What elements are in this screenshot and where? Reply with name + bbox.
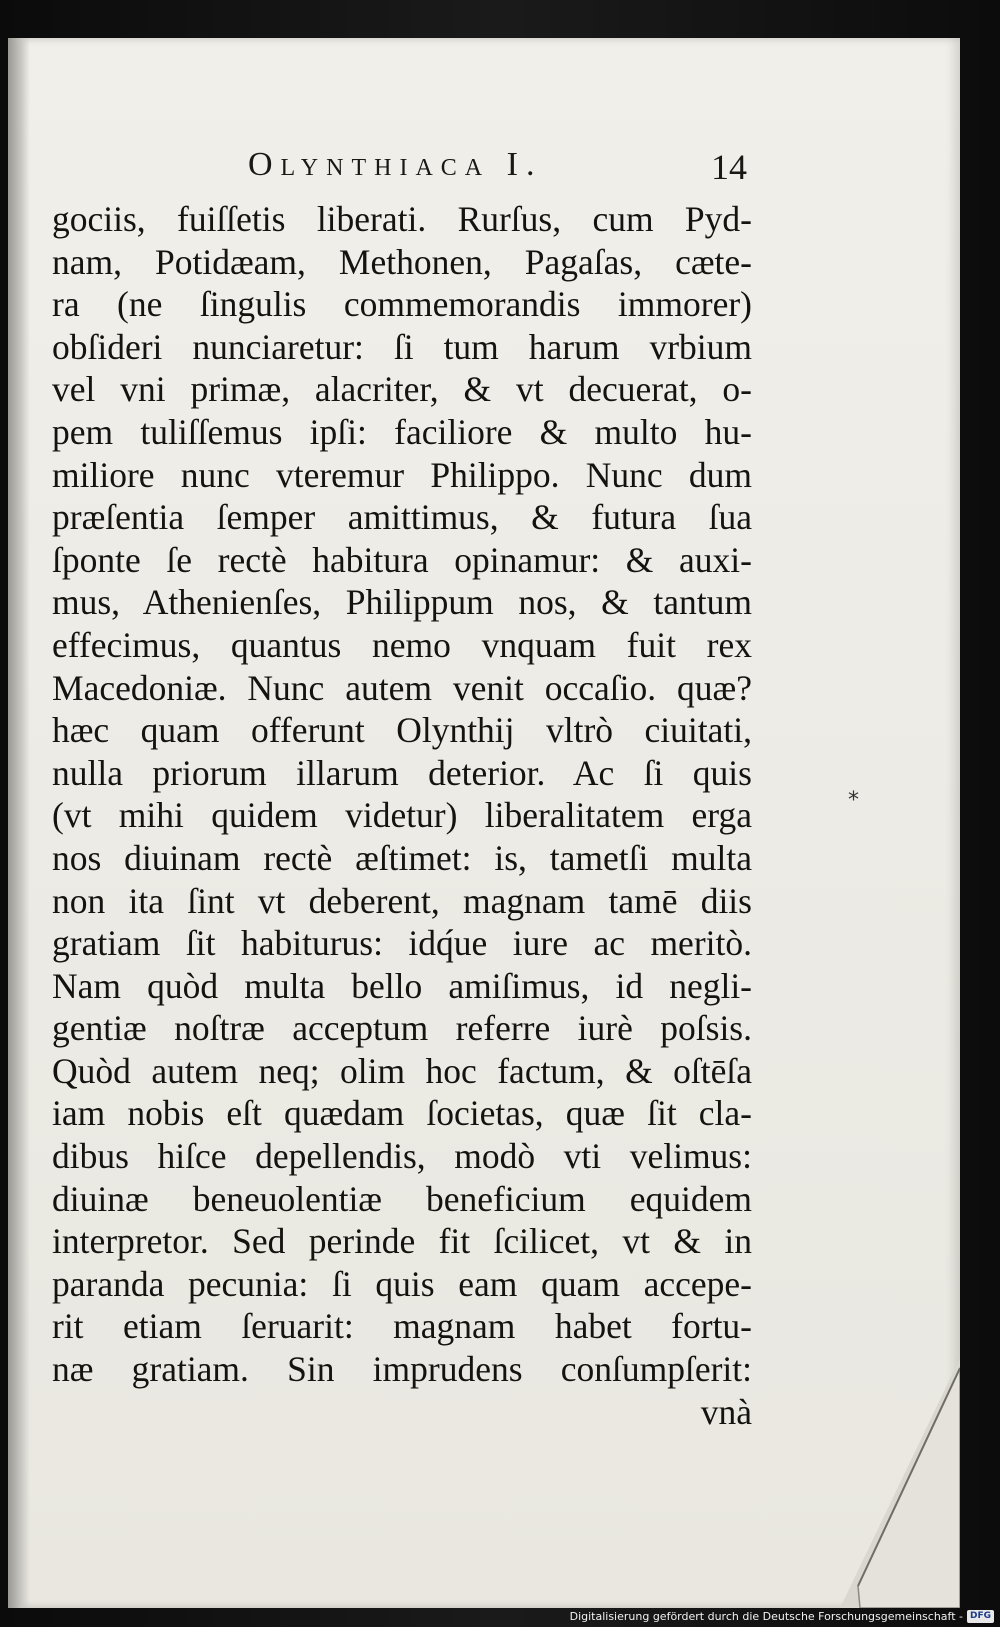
text-line: effecimus, quantus nemo vnquam fuit rex xyxy=(52,624,752,665)
margin-asterisk-mark: * xyxy=(848,788,859,813)
page-gutter-shadow xyxy=(8,38,30,1608)
text-line: paranda pecunia: ſi quis eam quam accepe- xyxy=(52,1263,752,1304)
text-line: nos diuinam rectè æſtimet: is, tametſi multa xyxy=(52,837,752,878)
catchword: vnà xyxy=(700,1391,752,1432)
text-line: rit etiam ſeruarit: magnam habet fortu- xyxy=(52,1306,752,1347)
book-page xyxy=(8,38,960,1608)
text-line: vel vni primæ, alacriter, & vt decuerat, o- xyxy=(52,369,752,410)
text-line: mus, Athenienſes, Philippum nos, & tantum xyxy=(52,582,752,623)
text-line: Quòd autem neq; olim hoc factum, & oſtēſa xyxy=(52,1050,752,1091)
text-line: iam nobis eſt quædam ſocietas, quæ ſit cla- xyxy=(52,1093,752,1134)
text-line: ra (ne ſingulis commemorandis immorer) xyxy=(52,284,752,325)
page-number: 14 xyxy=(711,147,747,187)
body-text xyxy=(52,198,752,1433)
text-line: non ita ſint vt deberent, magnam tamē diis xyxy=(52,880,752,921)
text-line: nulla priorum illarum deterior. Ac ſi quis xyxy=(52,752,752,793)
text-line: (vt mihi quidem videtur) liberalitatem erga xyxy=(52,795,752,836)
text-line: næ gratiam. Sin imprudens conſumpſerit: xyxy=(52,1349,752,1390)
credit-text: Digitalisierung gefördert durch die Deutsche Forschungsgemeinschaft - xyxy=(569,1609,963,1623)
folded-corner-icon xyxy=(840,1358,960,1608)
text-line: Nam quòd multa bello amiſimus, id negli- xyxy=(52,965,752,1006)
page-header xyxy=(8,146,960,196)
text-line: miliore nunc vteremur Philippo. Nunc dum xyxy=(52,454,752,495)
text-line: gociis, fuiſſetis liberati. Rurſus, cum Pyd- xyxy=(52,199,752,239)
text-line: interpretor. Sed perinde fit ſcilicet, vt & in xyxy=(52,1221,752,1262)
text-line: gentiæ noſtræ acceptum referre iurè poſsis. xyxy=(52,1008,752,1049)
text-line: dibus hiſce depellendis, modò vti velimus: xyxy=(52,1136,752,1177)
text-line: gratiam ſit habiturus: idq́ue iure ac meritò. xyxy=(52,923,752,964)
text-line: obſideri nunciaretur: ſi tum harum vrbium xyxy=(52,326,752,367)
text-line: nam, Potidæam, Methonen, Pagaſas, cæte- xyxy=(52,241,752,282)
running-title: Olynthiaca I. xyxy=(248,146,543,183)
text-line: hæc quam offerunt Olynthij vltrò ciuitati, xyxy=(52,710,752,751)
text-line: diuinæ beneuolentiæ beneficium equidem xyxy=(52,1178,752,1219)
text-line: ſponte ſe rectè habitura opinamur: & auxi- xyxy=(52,539,752,580)
text-line: Macedoniæ. Nunc autem venit occaſio. quæ? xyxy=(52,667,752,708)
text-line: pem tuliſſemus ipſi: faciliore & multo hu- xyxy=(52,411,752,452)
dfg-logo: DFG xyxy=(967,1610,994,1623)
text-line: præſentia ſemper amittimus, & futura ſua xyxy=(52,497,752,538)
digitization-credit xyxy=(570,1608,994,1624)
